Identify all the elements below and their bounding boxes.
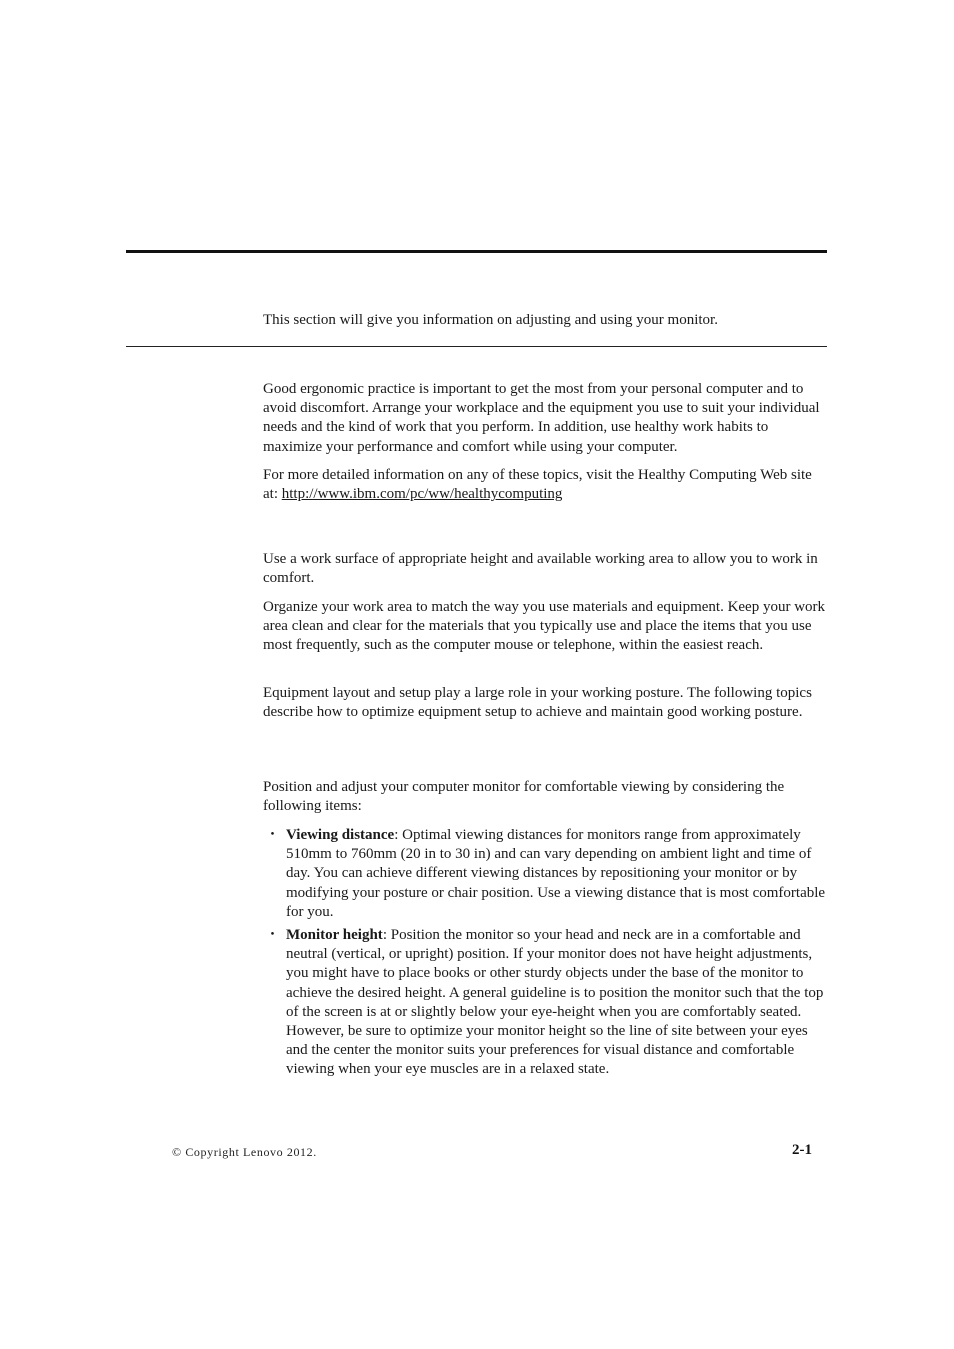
- bullet-text: : Position the monitor so your head and neck are in a comfortable and neutral (vertical, or upright) position. If your monitor does not have height adjustments, you might have to place books or other sturdy objects under the base of the monitor to achieve the desired height. A general guideline is to position the monitor such that the top of the screen is at or slightly below your eye-height when you are comfortably seated. However, be sure to optimize your monitor height so the line of site between your eyes and the center the monitor suits your preferences for visual distance and comfortable viewing when your eye muscles are in a relaxed state.: [286, 927, 824, 1078]
- bullet-term: Monitor height: [286, 927, 383, 943]
- ergonomics-paragraph-1: Good ergonomic practice is important to get the most from your personal computer and to avoid discomfort. Arrange your workplace and the equipment you use to suit your individual needs and the kind of work that you perform. In addition, use healthy work habits to maximize your performance and comfort while using your computer.: [263, 381, 820, 455]
- footer-copyright: © Copyright Lenovo 2012.: [172, 1145, 317, 1159]
- section-divider-rule: [126, 346, 827, 347]
- bullet-marker: ・: [265, 927, 281, 943]
- ergonomics-paragraph-2: [263, 466, 829, 504]
- monitor-intro-text: Position and adjust your computer monitor for comfortable viewing by considering the following items:: [263, 779, 785, 815]
- workarea-paragraph-3: Equipment layout and setup play a large role in your working posture. The following topics describe how to optimize equipment setup to achieve and maintain good working posture.: [263, 685, 812, 721]
- chapter-top-rule: [126, 250, 827, 253]
- chapter-intro-text: This section will give you information on adjusting and using your monitor.: [263, 312, 718, 328]
- bullet-body: [286, 926, 829, 1080]
- bullet-viewing-distance: [263, 826, 829, 922]
- workarea-paragraph-1: Use a work surface of appropriate height and available working area to allow you to work in comfort.: [263, 551, 818, 587]
- bullet-text: : Optimal viewing distances for monitors range from approximately 510mm to 760mm (20 in to 30 in) and can vary depending on ambient light and time of day. You can achieve different viewing distances by repositioning your monitor or by modifying your posture or chair position. Use a viewing distance that is most comfortable for you.: [286, 827, 826, 920]
- bullet-marker: ・: [265, 827, 281, 843]
- page-number: 2-1: [792, 1142, 812, 1158]
- bullet-term: Viewing distance: [286, 827, 395, 843]
- bullet-monitor-height: [263, 926, 829, 1080]
- workarea-paragraph-2: Organize your work area to match the way you use materials and equipment. Keep your work area clean and clear for the materials that you typically use and place the items that you use most frequently, such as the computer mouse or telephone, within the easiest reach.: [263, 599, 826, 654]
- ergonomics-paragraph-2-prefix: For more detailed information on any of these topics, visit the Healthy Computing Web site at:: [263, 467, 812, 503]
- healthy-computing-link[interactable]: http://www.ibm.com/pc/ww/healthycomputing: [281, 486, 563, 503]
- bullet-body: [286, 826, 829, 922]
